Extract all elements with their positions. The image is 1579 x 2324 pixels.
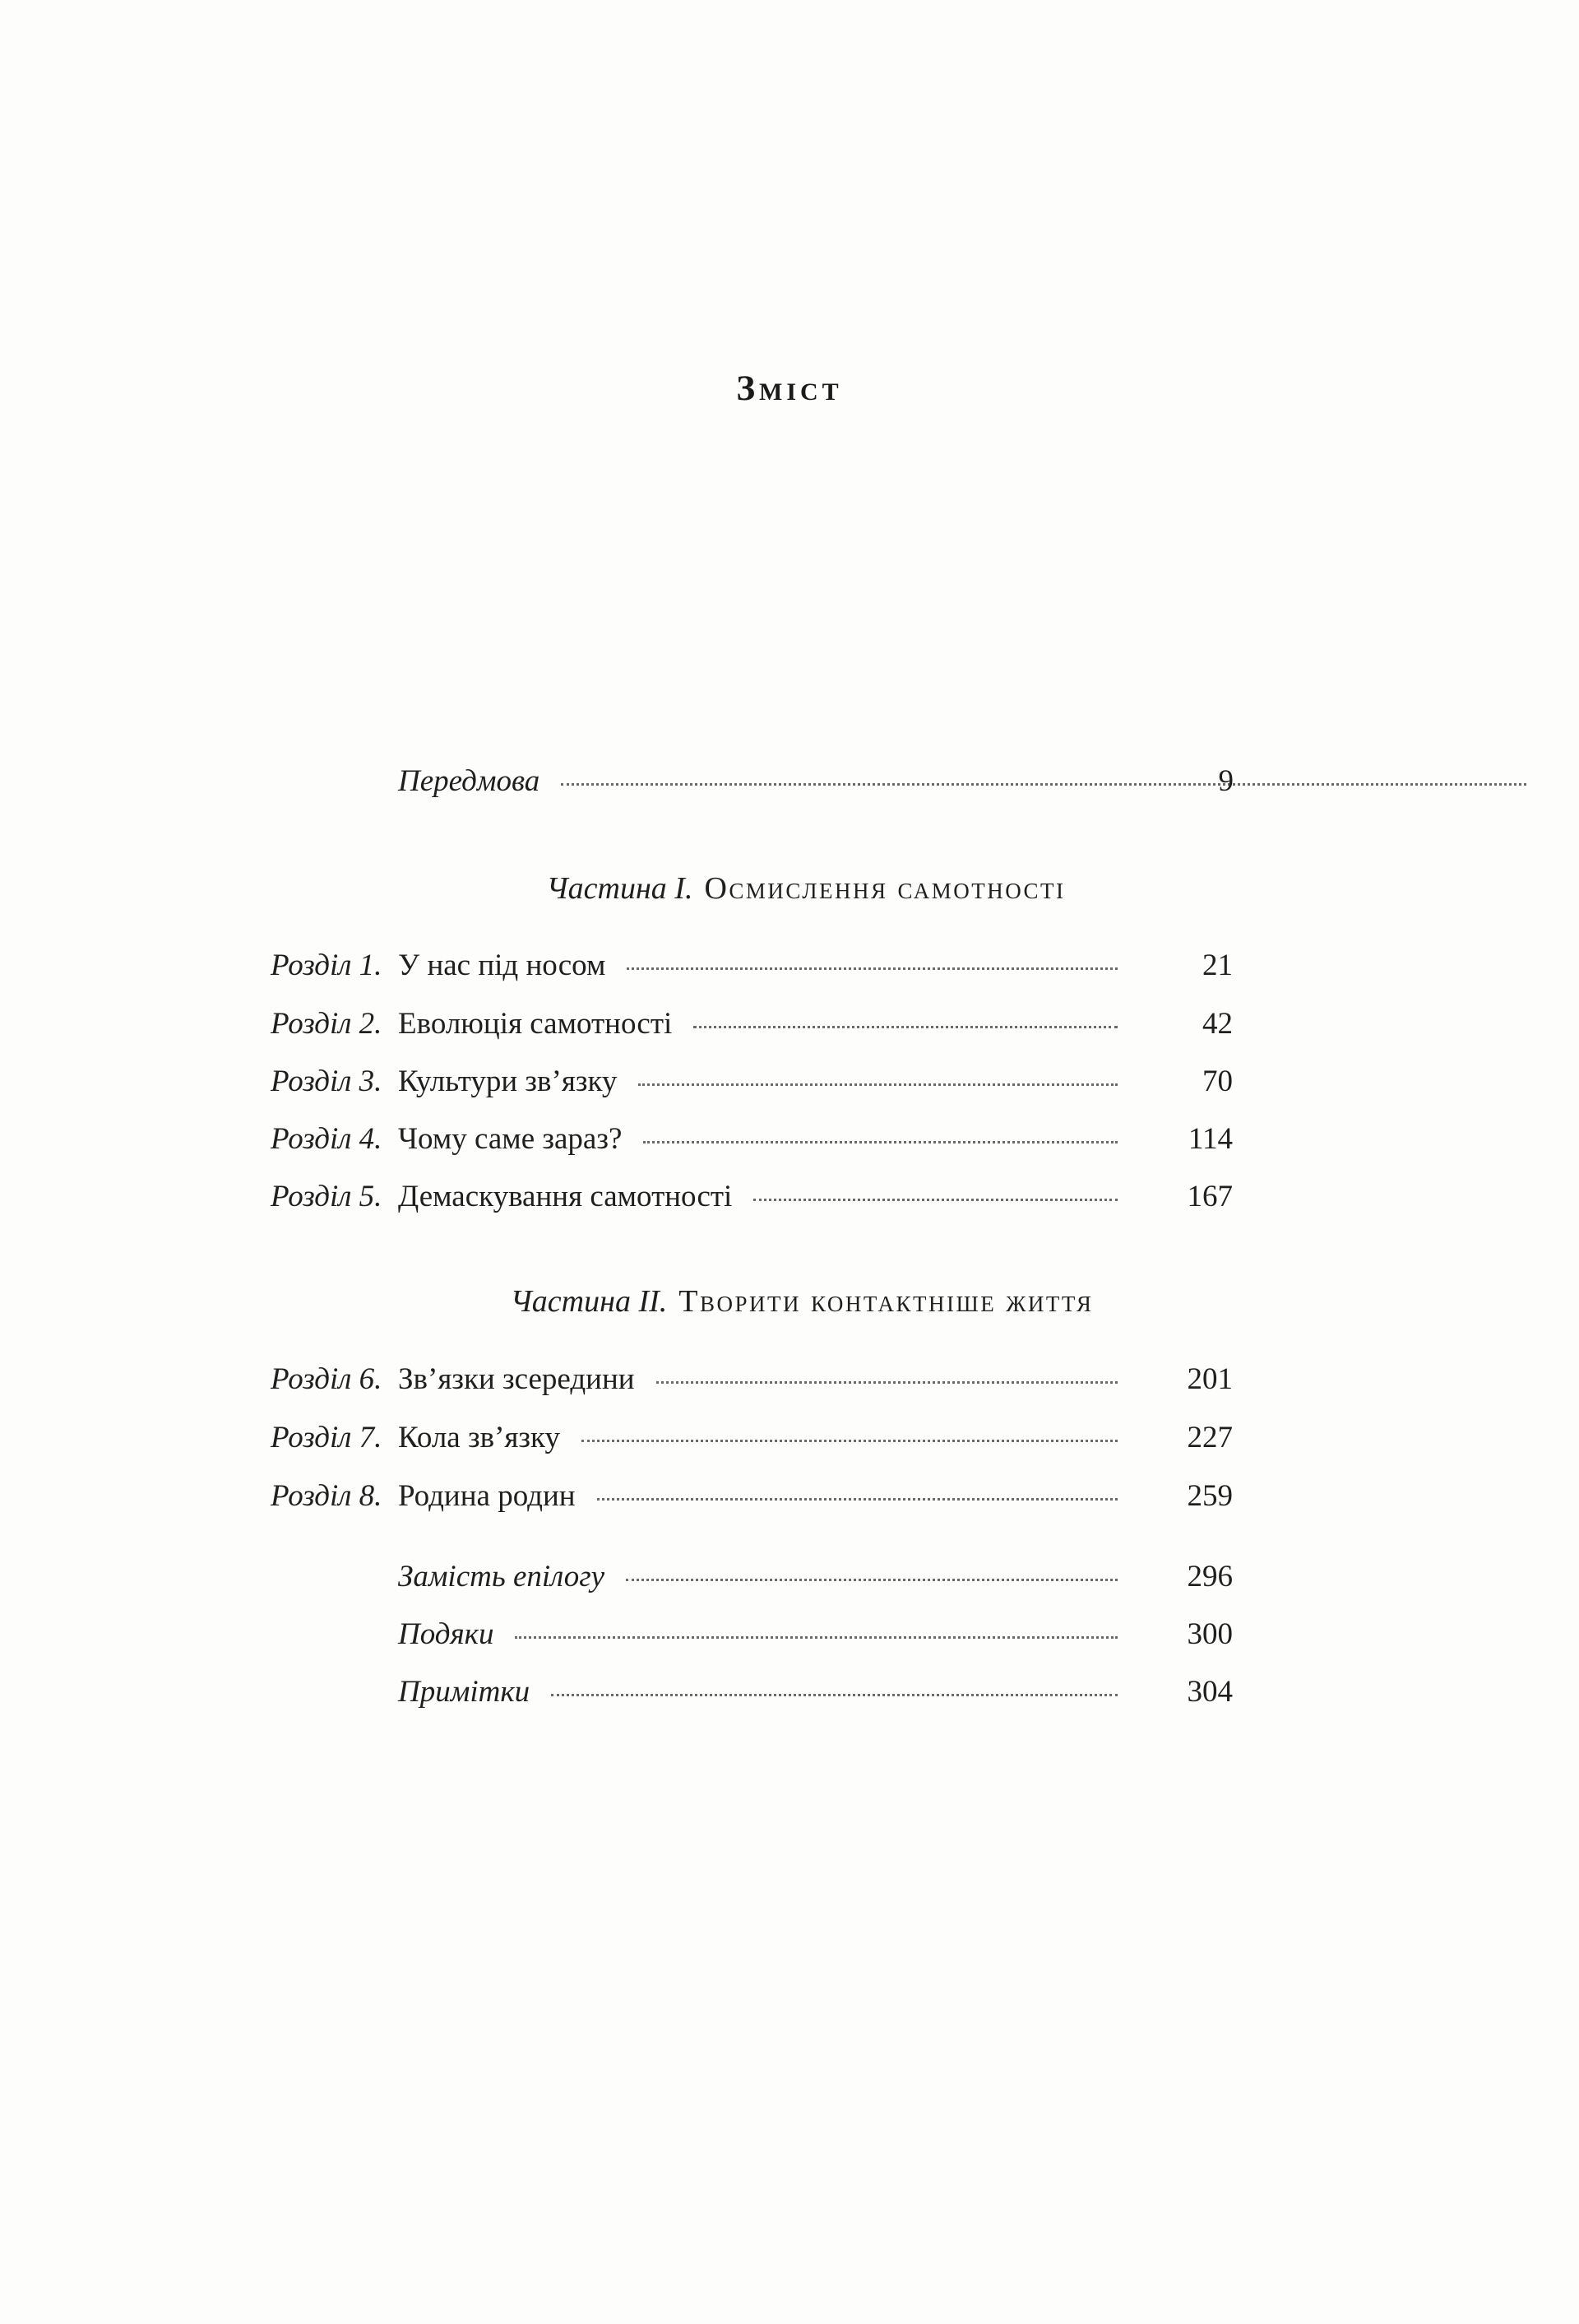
entry-label: Замість епілогу [398, 1560, 605, 1593]
page-number: 70 [1202, 1065, 1233, 1098]
part-title: Осмислення самотності [704, 871, 1066, 906]
page-number: 9 [1218, 764, 1234, 798]
dot-leader [638, 1083, 1118, 1086]
chapter-label: Розділ 6. [271, 1362, 382, 1396]
part-label: Частина II. [510, 1284, 668, 1319]
toc-entry-preface [398, 762, 1543, 801]
dot-leader [551, 1694, 1118, 1696]
toc-entry-epilogue [398, 1557, 1233, 1597]
part-title: Творити контактніше життя [678, 1284, 1094, 1319]
chapter-label: Розділ 8. [271, 1479, 382, 1513]
dot-leader [627, 967, 1118, 970]
toc-entry-acknowledgements [398, 1615, 1233, 1654]
entry-label: Подяки [398, 1617, 494, 1651]
page-title: Зміст [736, 369, 843, 408]
page-number: 114 [1188, 1122, 1233, 1156]
entry-label: Примітки [398, 1675, 530, 1709]
page-number: 167 [1187, 1180, 1233, 1213]
page-number: 304 [1187, 1675, 1233, 1709]
page-number: 21 [1202, 949, 1233, 982]
toc-entry-chapter-8 [271, 1477, 1233, 1516]
dot-leader [581, 1440, 1118, 1442]
chapter-label: Розділ 5. [271, 1180, 382, 1213]
chapter-title: Кола зв’язку [398, 1421, 560, 1454]
chapter-label: Розділ 7. [271, 1421, 382, 1454]
dot-leader [656, 1381, 1118, 1384]
chapter-label: Розділ 2. [271, 1007, 382, 1041]
chapter-label: Розділ 3. [271, 1065, 382, 1098]
entry-label: Передмова [398, 764, 540, 798]
toc-entry-notes [398, 1672, 1233, 1712]
dot-leader [597, 1498, 1118, 1501]
dot-leader [515, 1636, 1118, 1639]
chapter-title: Демаскування самотності [398, 1180, 733, 1213]
chapter-title: У нас під носом [398, 949, 606, 982]
dot-leader [626, 1579, 1118, 1581]
dot-leader [753, 1199, 1118, 1201]
part-heading-1 [33, 870, 1579, 907]
dot-leader [561, 783, 1526, 786]
toc-entry-chapter-4 [271, 1120, 1233, 1159]
chapter-title: Чому саме зараз? [398, 1122, 623, 1156]
toc-entry-chapter-2 [271, 1004, 1233, 1044]
page-number: 201 [1187, 1362, 1233, 1396]
page-number: 227 [1187, 1421, 1233, 1454]
part-heading-2 [25, 1283, 1579, 1320]
chapter-title: Еволюція самотності [398, 1007, 673, 1041]
toc-entry-chapter-3 [271, 1062, 1233, 1102]
page-number: 259 [1187, 1479, 1233, 1513]
part-label: Частина I. [546, 871, 693, 906]
toc-entry-chapter-1 [271, 946, 1233, 986]
page-number: 42 [1202, 1007, 1233, 1041]
toc-entry-chapter-7 [271, 1418, 1233, 1458]
toc-entry-chapter-5 [271, 1177, 1233, 1217]
chapter-title: Родина родин [398, 1479, 576, 1513]
chapter-title: Культури зв’язку [398, 1065, 618, 1098]
dot-leader [643, 1141, 1118, 1143]
dot-leader [693, 1026, 1118, 1028]
chapter-label: Розділ 4. [271, 1122, 382, 1156]
chapter-label: Розділ 1. [271, 949, 382, 982]
page-number: 296 [1187, 1560, 1233, 1593]
toc-entry-chapter-6 [271, 1360, 1233, 1399]
page-number: 300 [1187, 1617, 1233, 1651]
chapter-title: Зв’язки зсередини [398, 1362, 635, 1396]
